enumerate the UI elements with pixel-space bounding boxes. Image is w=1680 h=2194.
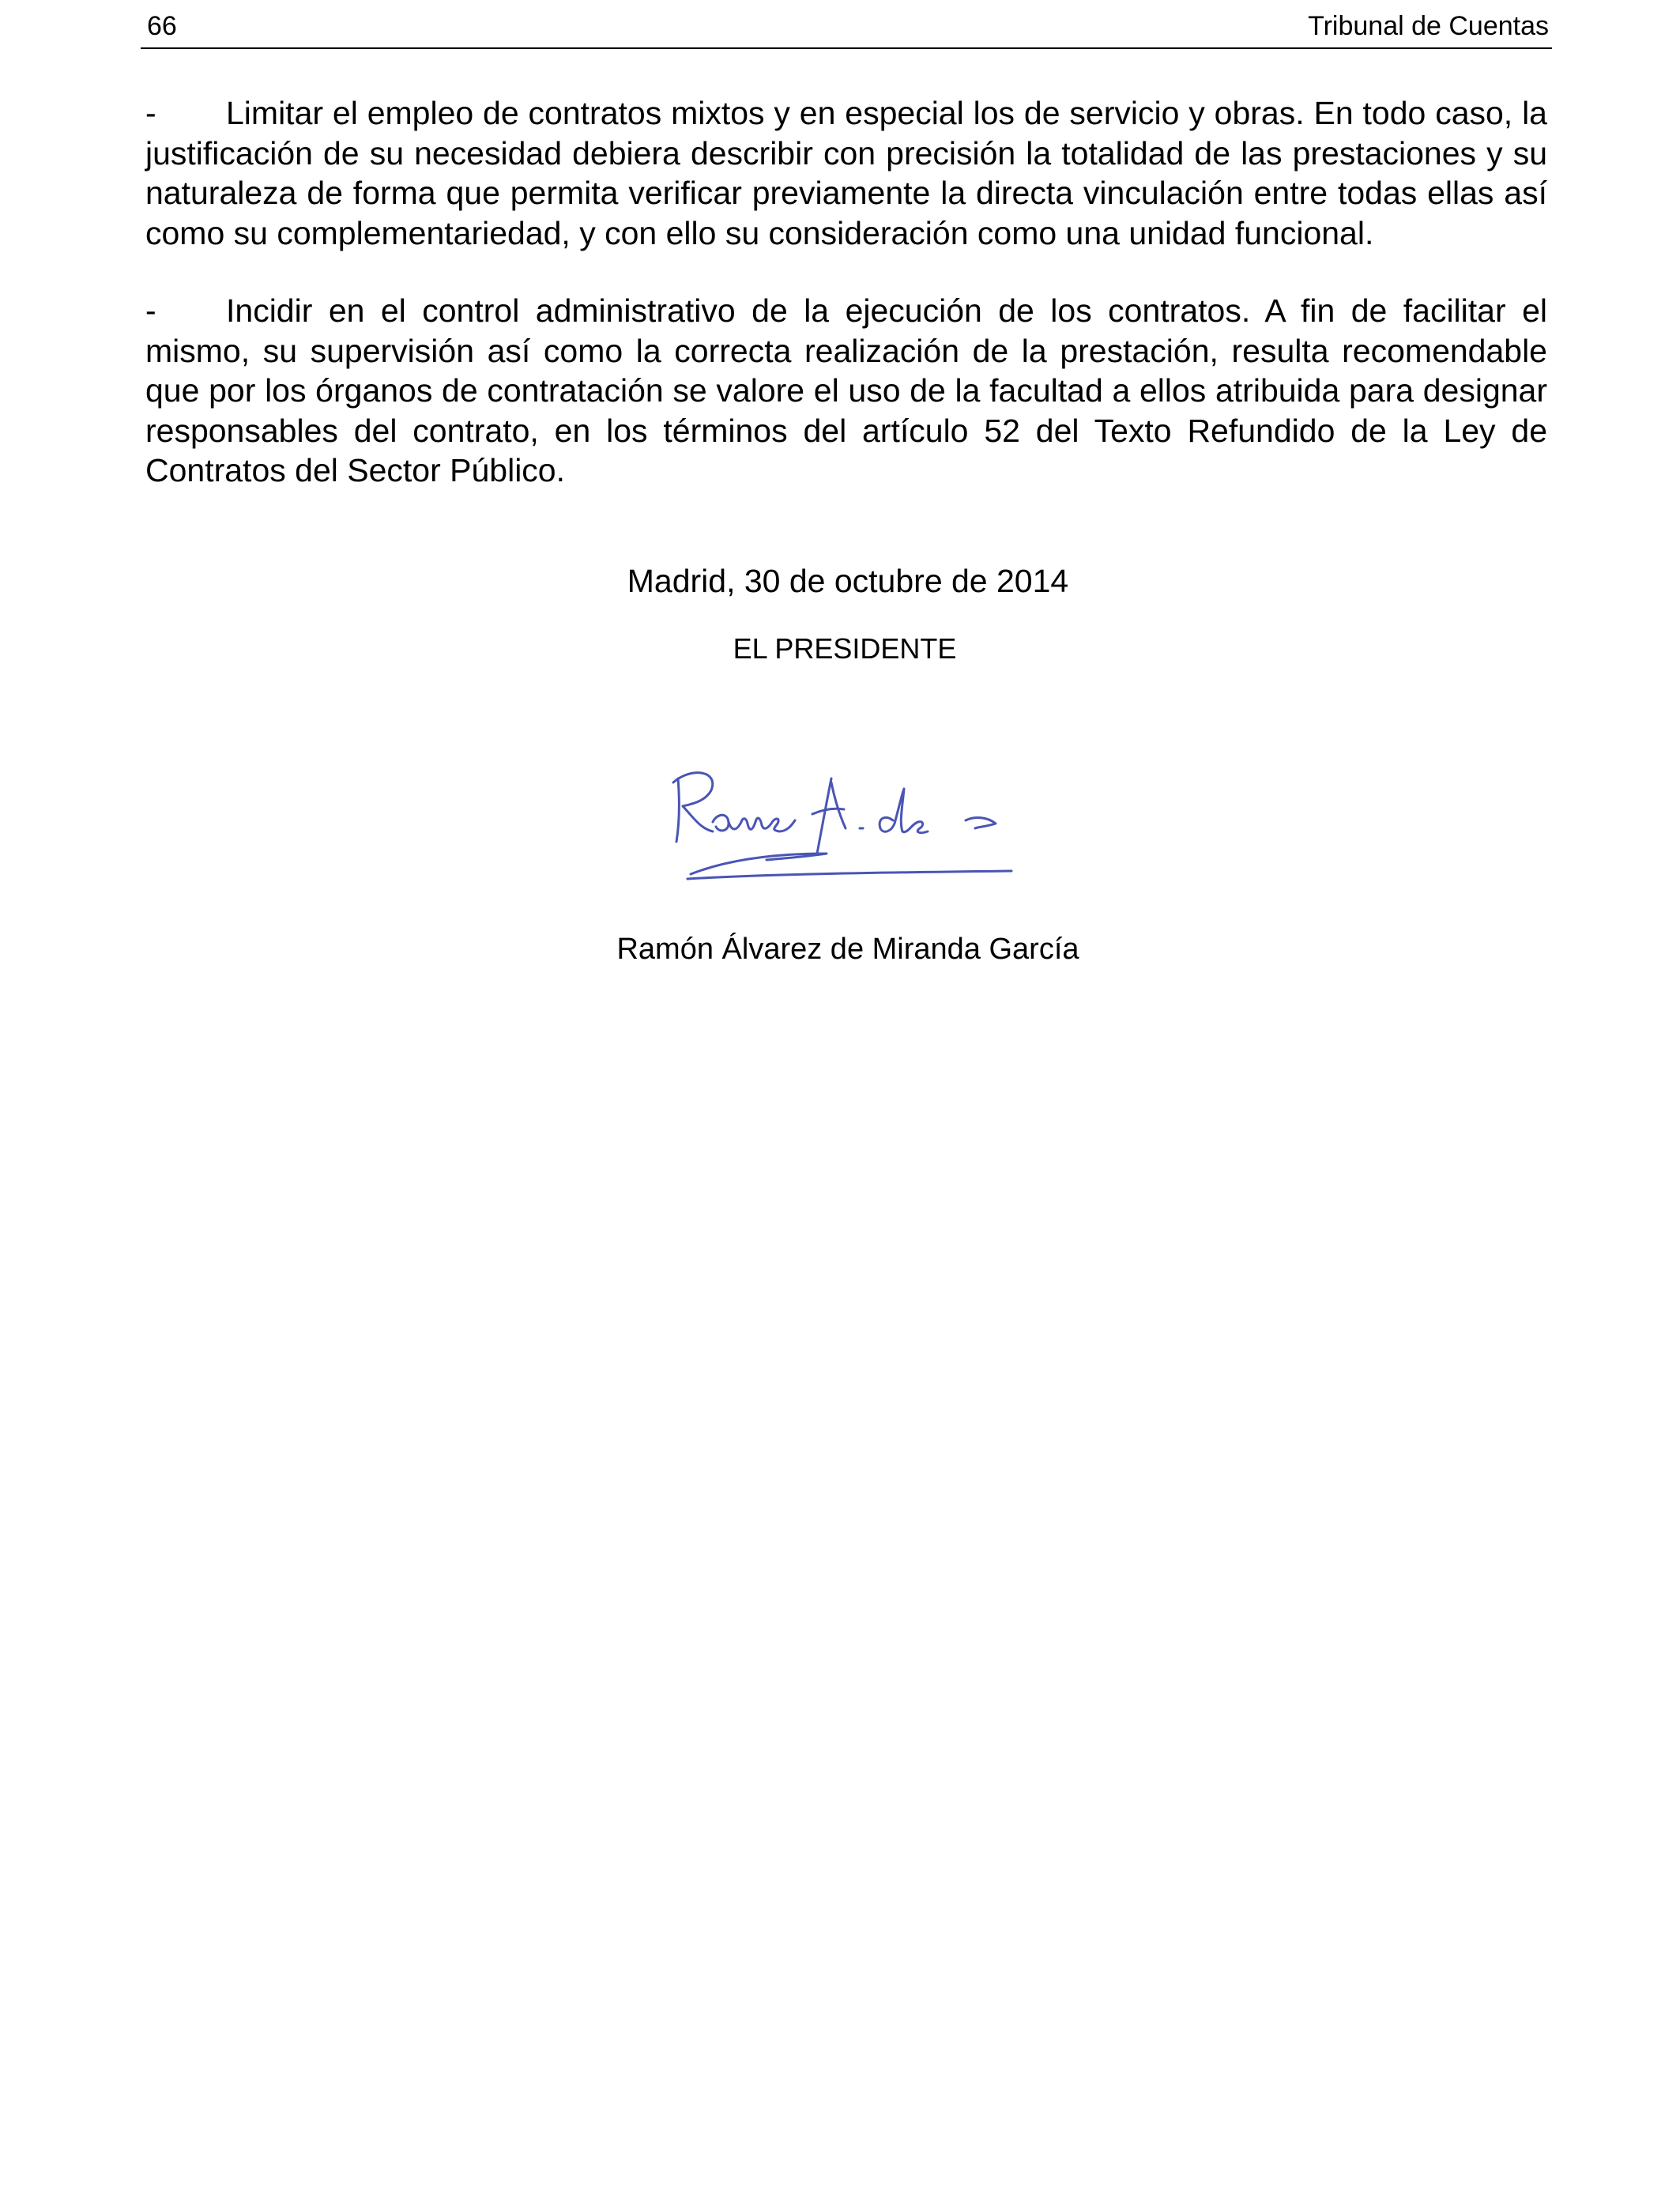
list-marker: -	[145, 292, 156, 329]
paragraph-text: Limitar el empleo de contratos mixtos y en especial los de servicio y obras. En todo caso, la justificación de su necesidad debiera describir con precisión la totalidad de las prestaciones y su naturaleza de forma que permita verificar previamente la directa vinculación entre todas ellas así como su complementariedad, y con ello su consideración como una unidad funcional.	[145, 95, 1547, 251]
recommendation-paragraph	[145, 291, 1547, 491]
document-body	[145, 93, 1547, 529]
list-marker: -	[145, 95, 156, 131]
handwritten-signature	[656, 735, 1067, 893]
recommendation-paragraph	[145, 93, 1547, 253]
running-title: Tribunal de Cuentas	[1308, 11, 1549, 41]
page-number: 66	[147, 11, 177, 41]
signer-title: EL PRESIDENTE	[733, 632, 957, 665]
signer-name: Ramón Álvarez de Miranda García	[616, 933, 1079, 966]
paragraph-text: Incidir en el control administrativo de la ejecución de los contratos. A fin de facilitar el mismo, su supervisión así como la correcta realización de la prestación, resulta recomendable que por los órganos de contratación se valore el uso de la facultad a ellos atribuida para designar responsables del contrato, en los términos del artículo 52 del Texto Refundido de la Ley de Contratos del Sector Público.	[145, 292, 1547, 488]
page-header	[141, 8, 1552, 49]
date-line: Madrid, 30 de octubre de 2014	[627, 563, 1069, 599]
